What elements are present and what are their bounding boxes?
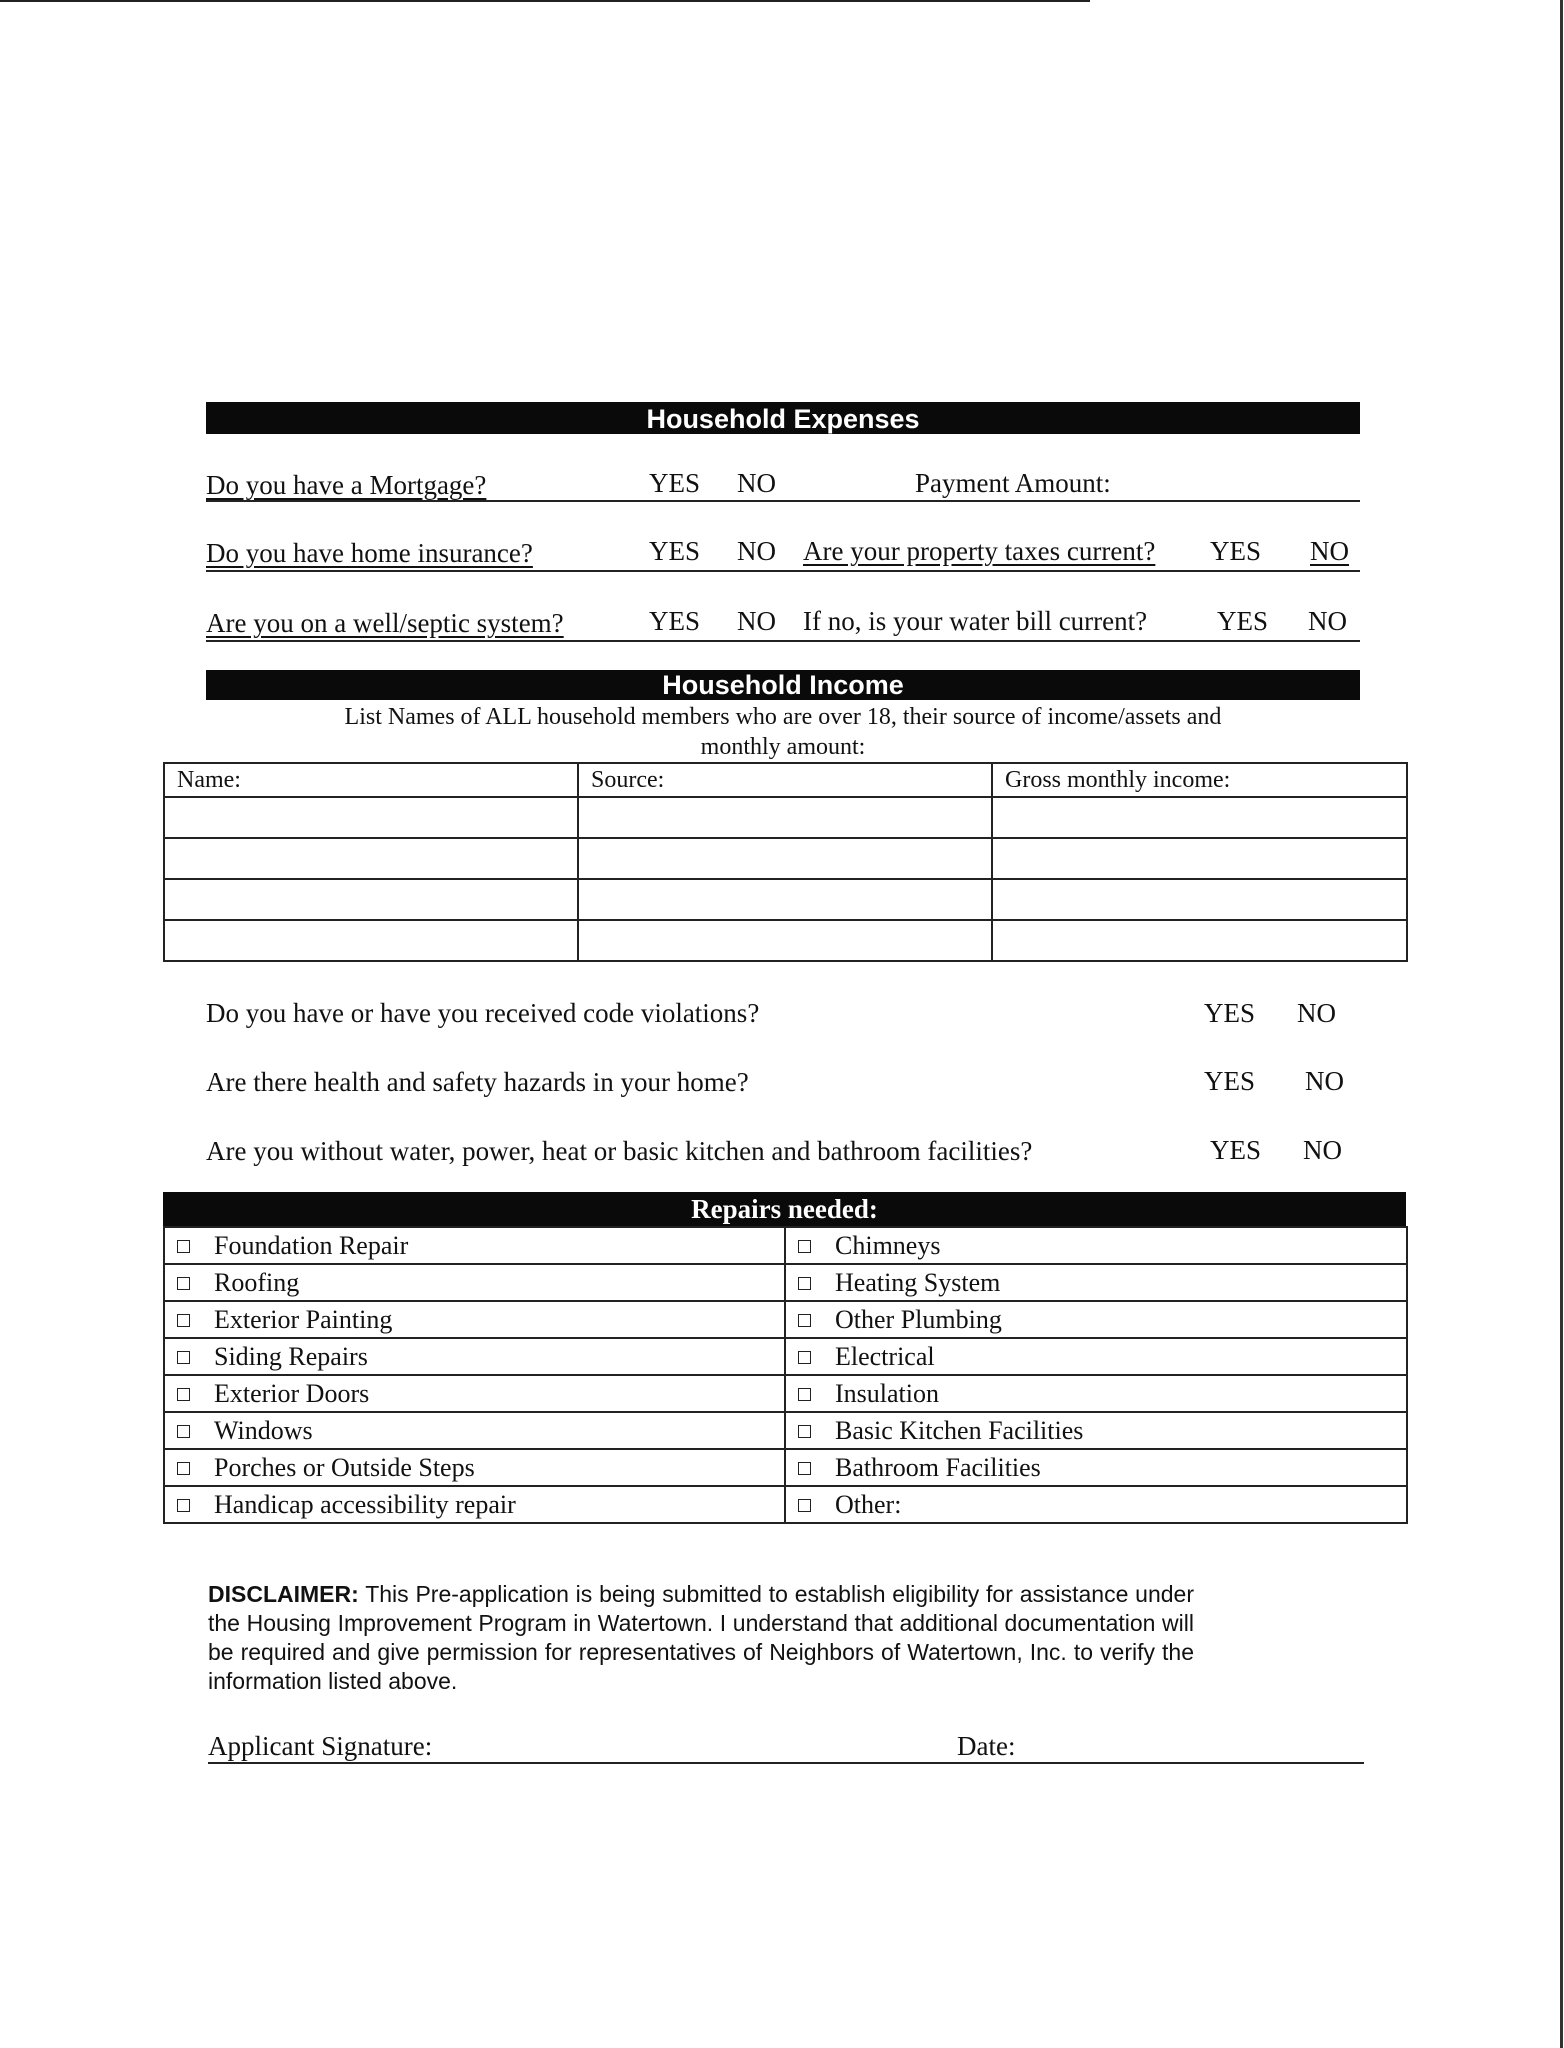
checkbox-icon[interactable] <box>177 1277 190 1290</box>
table-row <box>164 1264 1407 1301</box>
date-label: Date: <box>957 1731 1016 1761</box>
source-column-header: Source: <box>578 763 992 797</box>
household-expenses-header: Household Expenses <box>206 402 1360 434</box>
table-row <box>164 879 1407 920</box>
income-table <box>163 762 1408 962</box>
health-hazards-question: Are there health and safety hazards in your home? <box>206 1067 749 1097</box>
code-violations-question: Do you have or have you received code violations? <box>206 998 760 1028</box>
income-table-header-row <box>164 763 1407 797</box>
well-septic-question: Are you on a well/septic system? <box>206 608 564 638</box>
checkbox-icon[interactable] <box>798 1314 811 1327</box>
repair-item-label: Porches or Outside Steps <box>214 1453 475 1482</box>
repair-item-right <box>785 1227 1407 1264</box>
gross-income-cell[interactable] <box>992 838 1407 879</box>
water-bill-question: If no, is your water bill current? <box>803 606 1148 636</box>
disclaimer-label: DISCLAIMER: <box>208 1581 359 1607</box>
repair-item-right <box>785 1375 1407 1412</box>
repair-item-label: Siding Repairs <box>214 1342 368 1371</box>
property-taxes-yes[interactable]: YES <box>1210 536 1262 566</box>
applicant-signature-label: Applicant Signature: <box>208 1731 433 1761</box>
gross-income-column-header: Gross monthly income: <box>992 763 1407 797</box>
source-cell[interactable] <box>578 879 992 920</box>
source-cell[interactable] <box>578 838 992 879</box>
repair-item-label: Chimneys <box>835 1231 941 1260</box>
page-edge <box>1560 0 1563 2048</box>
repair-item-label: Handicap accessibility repair <box>214 1490 516 1519</box>
table-row <box>164 1375 1407 1412</box>
gross-income-cell[interactable] <box>992 879 1407 920</box>
repair-item-label: Other Plumbing <box>835 1305 1002 1334</box>
top-rule <box>0 0 1090 2</box>
checkbox-icon[interactable] <box>177 1499 190 1512</box>
checkbox-icon[interactable] <box>798 1499 811 1512</box>
checkbox-icon[interactable] <box>177 1388 190 1401</box>
property-taxes-question: Are your property taxes current? <box>803 536 1156 566</box>
income-instructions-line-1: List Names of ALL household members who are over 18, their source of income/assets and <box>344 704 1222 730</box>
repairs-needed-header: Repairs needed: <box>163 1192 1406 1226</box>
checkbox-icon[interactable] <box>177 1425 190 1438</box>
home-insurance-question: Do you have home insurance? <box>206 538 533 568</box>
repair-item-left <box>164 1449 785 1486</box>
checkbox-icon[interactable] <box>177 1240 190 1253</box>
checkbox-icon[interactable] <box>177 1351 190 1364</box>
gross-income-cell[interactable] <box>992 920 1407 961</box>
checkbox-icon[interactable] <box>798 1277 811 1290</box>
repair-item-label: Basic Kitchen Facilities <box>835 1416 1084 1445</box>
source-cell[interactable] <box>578 797 992 838</box>
mortgage-no[interactable]: NO <box>737 468 776 498</box>
income-instructions-line-2: monthly amount: <box>700 734 866 760</box>
repair-item-right <box>785 1486 1407 1523</box>
repair-item-label: Bathroom Facilities <box>835 1453 1041 1482</box>
repair-item-label: Heating System <box>835 1268 1001 1297</box>
repair-item-label: Exterior Painting <box>214 1305 393 1334</box>
checkbox-icon[interactable] <box>177 1462 190 1475</box>
table-row <box>164 1338 1407 1375</box>
table-row <box>164 920 1407 961</box>
payment-amount-label: Payment Amount: <box>915 468 1111 498</box>
repair-item-right <box>785 1301 1407 1338</box>
repair-item-left <box>164 1412 785 1449</box>
repair-item-label: Windows <box>214 1416 313 1445</box>
well-septic-yes[interactable]: YES <box>649 606 701 636</box>
repair-item-left <box>164 1264 785 1301</box>
checkbox-icon[interactable] <box>177 1314 190 1327</box>
repair-item-label: Exterior Doors <box>214 1379 370 1408</box>
repair-item-right <box>785 1449 1407 1486</box>
repair-item-left <box>164 1301 785 1338</box>
repair-item-label: Other: <box>835 1490 902 1519</box>
home-insurance-no[interactable]: NO <box>737 536 776 566</box>
source-cell[interactable] <box>578 920 992 961</box>
well-septic-no[interactable]: NO <box>737 606 776 636</box>
mortgage-yes[interactable]: YES <box>649 468 701 498</box>
repair-item-label: Insulation <box>835 1379 939 1408</box>
repair-item-left <box>164 1375 785 1412</box>
table-row <box>164 1412 1407 1449</box>
gross-income-cell[interactable] <box>992 797 1407 838</box>
water-bill-yes[interactable]: YES <box>1217 606 1269 636</box>
disclaimer-text: This Pre-application is being submitted to establish eligibility for assistance under the Housing Improvement Program in Watertown. I understand that additional documentation will be required and give permission for representatives of Neighbors of Watertown, Inc. to verify the information listed above. <box>208 1581 1194 1694</box>
table-row <box>164 1301 1407 1338</box>
basic-facilities-yes[interactable]: YES <box>1210 1135 1262 1165</box>
table-row <box>164 838 1407 879</box>
repair-item-left <box>164 1486 785 1523</box>
code-violations-no[interactable]: NO <box>1297 998 1336 1028</box>
repair-item-label: Roofing <box>214 1268 300 1297</box>
income-instructions <box>163 702 1403 762</box>
checkbox-icon[interactable] <box>798 1351 811 1364</box>
checkbox-icon[interactable] <box>798 1425 811 1438</box>
mortgage-question: Do you have a Mortgage? <box>206 470 487 500</box>
basic-facilities-no[interactable]: NO <box>1303 1135 1342 1165</box>
table-row <box>164 797 1407 838</box>
signature-line[interactable] <box>208 1762 1364 1764</box>
name-cell[interactable] <box>164 879 578 920</box>
household-income-header: Household Income <box>206 670 1360 700</box>
name-cell[interactable] <box>164 797 578 838</box>
repair-item-left <box>164 1338 785 1375</box>
repair-item-right <box>785 1412 1407 1449</box>
water-bill-no[interactable]: NO <box>1308 606 1347 636</box>
repair-item-label: Electrical <box>835 1342 935 1371</box>
repairs-table <box>163 1226 1408 1524</box>
code-violations-yes[interactable]: YES <box>1204 998 1256 1028</box>
name-cell[interactable] <box>164 838 578 879</box>
disclaimer <box>208 1580 1194 1696</box>
property-taxes-no[interactable]: NO <box>1310 536 1349 566</box>
repair-item-right <box>785 1338 1407 1375</box>
repair-item-left <box>164 1227 785 1264</box>
name-column-header: Name: <box>164 763 578 797</box>
name-cell[interactable] <box>164 920 578 961</box>
health-hazards-no[interactable]: NO <box>1305 1066 1344 1096</box>
checkbox-icon[interactable] <box>798 1462 811 1475</box>
repair-item-label: Foundation Repair <box>214 1231 409 1260</box>
health-hazards-yes[interactable]: YES <box>1204 1066 1256 1096</box>
table-row <box>164 1486 1407 1523</box>
repair-item-right <box>785 1264 1407 1301</box>
table-row <box>164 1449 1407 1486</box>
table-row <box>164 1227 1407 1264</box>
home-insurance-yes[interactable]: YES <box>649 536 701 566</box>
checkbox-icon[interactable] <box>798 1240 811 1253</box>
basic-facilities-question: Are you without water, power, heat or basic kitchen and bathroom facilities? <box>206 1136 1033 1166</box>
checkbox-icon[interactable] <box>798 1388 811 1401</box>
